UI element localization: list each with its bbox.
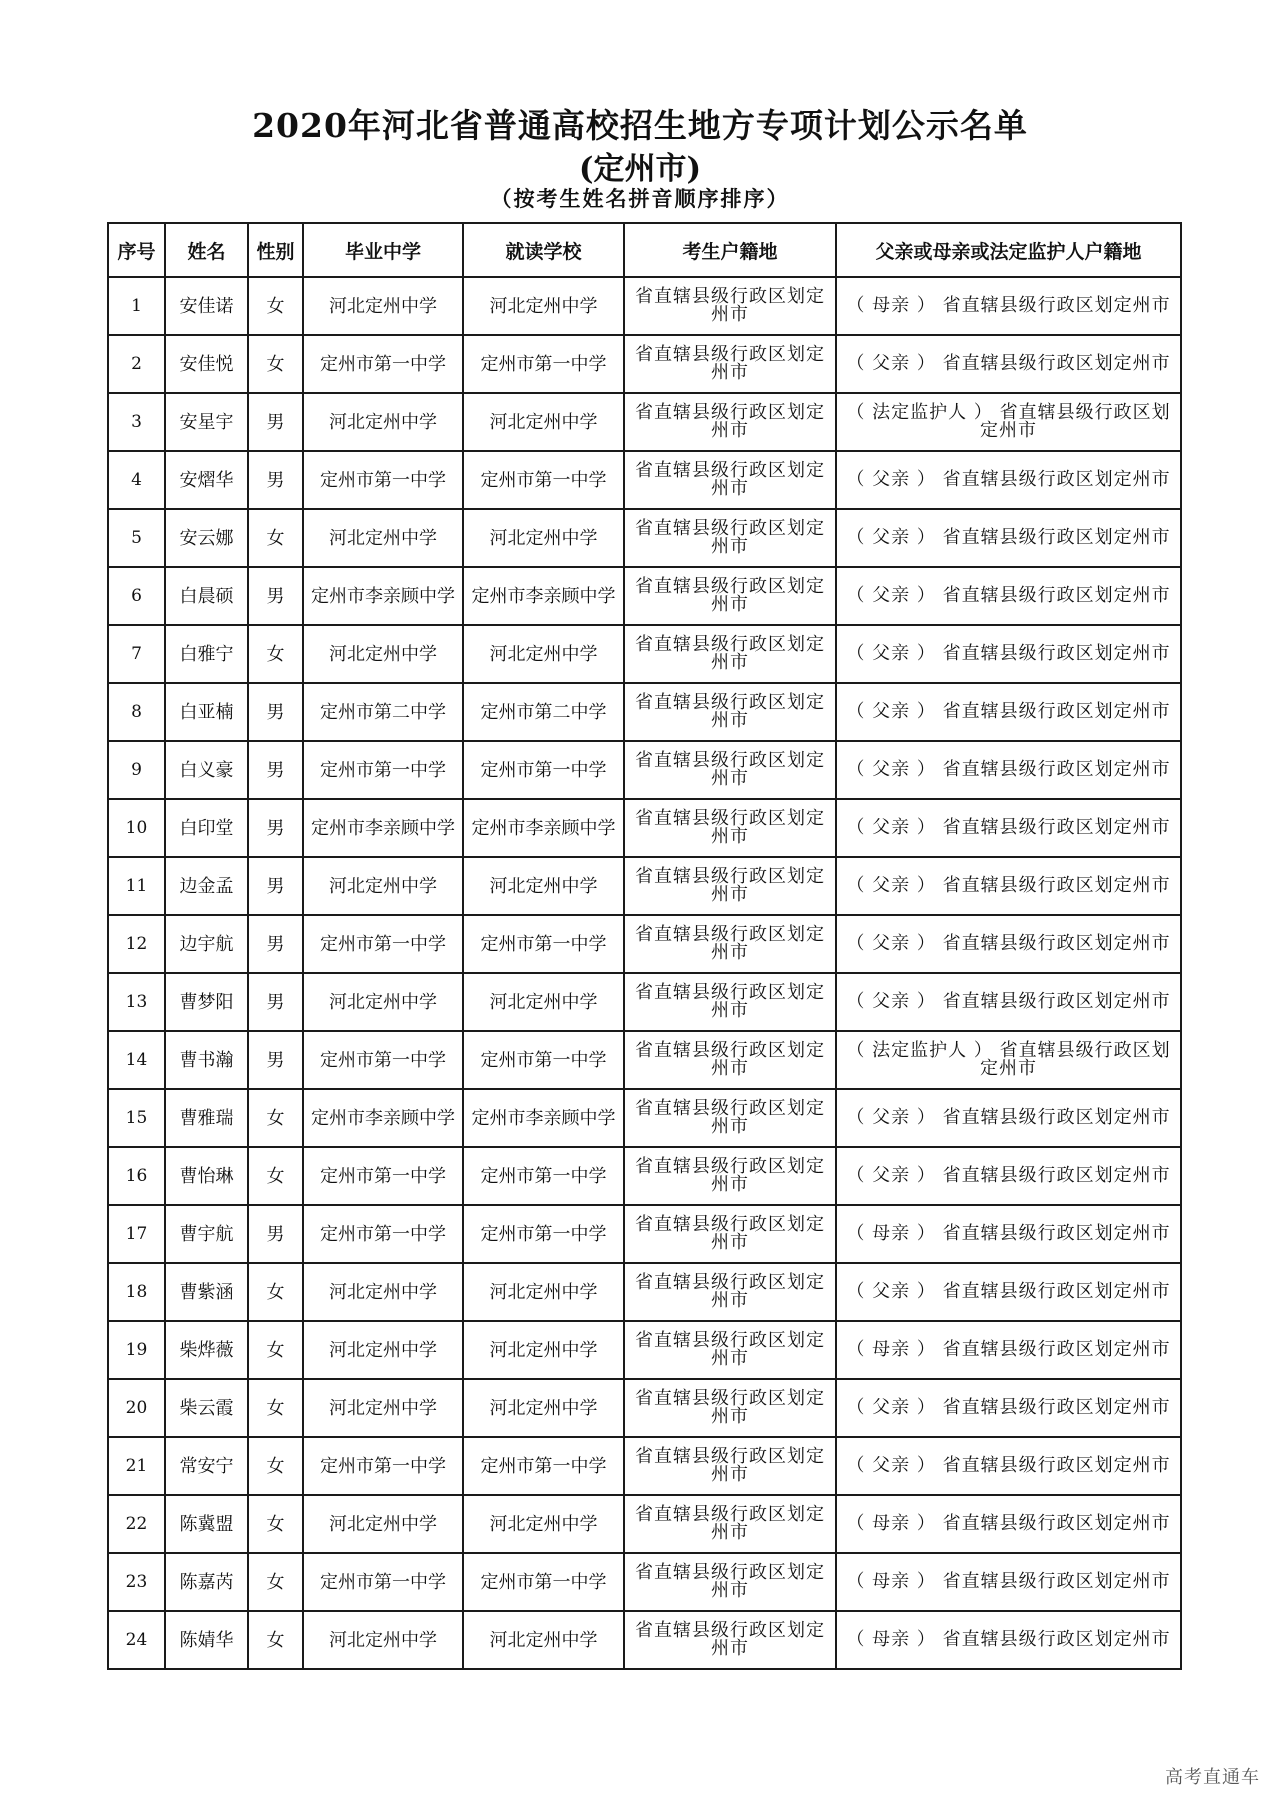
table-row [108,335,1181,393]
cell-current-school: 河北定州中学 [463,393,624,451]
cell-gender: 女 [248,1553,303,1611]
cell-parent-residence: （ 父亲 ） 省直辖县级行政区划定州市 [836,915,1181,973]
cell-current-school: 河北定州中学 [463,277,624,335]
cell-index: 2 [108,335,165,393]
cell-name: 曹紫涵 [165,1263,248,1321]
cell-graduation-school: 河北定州中学 [303,1263,463,1321]
cell-parent-residence: （ 父亲 ） 省直辖县级行政区划定州市 [836,973,1181,1031]
table-row [108,1205,1181,1263]
table-row [108,1611,1181,1669]
cell-gender: 女 [248,1263,303,1321]
page-title: 2020年河北省普通高校招生地方专项计划公示名单 [252,106,1028,145]
cell-student-residence: 省直辖县级行政区划定州市 [624,1321,836,1379]
cell-current-school: 河北定州中学 [463,857,624,915]
cell-gender: 女 [248,335,303,393]
cell-name: 边金孟 [165,857,248,915]
table-row [108,857,1181,915]
cell-index: 16 [108,1147,165,1205]
table-row [108,1031,1181,1089]
cell-gender: 男 [248,973,303,1031]
cell-current-school: 定州市李亲顾中学 [463,567,624,625]
cell-name: 曹怡琳 [165,1147,248,1205]
table-row [108,973,1181,1031]
cell-student-residence: 省直辖县级行政区划定州市 [624,1089,836,1147]
cell-graduation-school: 河北定州中学 [303,1321,463,1379]
cell-name: 曹雅瑞 [165,1089,248,1147]
cell-student-residence: 省直辖县级行政区划定州市 [624,1611,836,1669]
table-row [108,1321,1181,1379]
cell-graduation-school: 定州市第一中学 [303,915,463,973]
cell-graduation-school: 定州市第一中学 [303,1437,463,1495]
table-body [108,277,1181,1669]
header-parent-residence: 父亲或母亲或法定监护人户籍地 [836,223,1181,277]
cell-graduation-school: 定州市李亲顾中学 [303,567,463,625]
cell-parent-residence: （ 父亲 ） 省直辖县级行政区划定州市 [836,1147,1181,1205]
sort-note: （按考生姓名拼音顺序排序） [490,186,790,211]
cell-graduation-school: 河北定州中学 [303,625,463,683]
cell-current-school: 河北定州中学 [463,1495,624,1553]
cell-student-residence: 省直辖县级行政区划定州市 [624,915,836,973]
cell-index: 12 [108,915,165,973]
cell-index: 20 [108,1379,165,1437]
cell-student-residence: 省直辖县级行政区划定州市 [624,1263,836,1321]
cell-parent-residence: （ 父亲 ） 省直辖县级行政区划定州市 [836,1089,1181,1147]
cell-gender: 女 [248,1089,303,1147]
cell-index: 9 [108,741,165,799]
header-index: 序号 [108,223,165,277]
cell-gender: 女 [248,625,303,683]
cell-gender: 女 [248,1147,303,1205]
cell-gender: 男 [248,1205,303,1263]
header-gender: 性别 [248,223,303,277]
header-current-school: 就读学校 [463,223,624,277]
cell-parent-residence: （ 母亲 ） 省直辖县级行政区划定州市 [836,1321,1181,1379]
cell-name: 陈冀盟 [165,1495,248,1553]
cell-index: 1 [108,277,165,335]
watermark: 高考直通车 [1165,1767,1260,1788]
cell-student-residence: 省直辖县级行政区划定州市 [624,1553,836,1611]
cell-index: 19 [108,1321,165,1379]
cell-index: 17 [108,1205,165,1263]
cell-name: 曹梦阳 [165,973,248,1031]
cell-parent-residence: （ 父亲 ） 省直辖县级行政区划定州市 [836,857,1181,915]
cell-gender: 男 [248,451,303,509]
cell-graduation-school: 河北定州中学 [303,857,463,915]
table-row [108,625,1181,683]
table-row [108,393,1181,451]
table-row [108,1379,1181,1437]
cell-student-residence: 省直辖县级行政区划定州市 [624,393,836,451]
cell-student-residence: 省直辖县级行政区划定州市 [624,741,836,799]
cell-gender: 女 [248,1321,303,1379]
cell-student-residence: 省直辖县级行政区划定州市 [624,857,836,915]
cell-parent-residence: （ 父亲 ） 省直辖县级行政区划定州市 [836,451,1181,509]
cell-graduation-school: 定州市第一中学 [303,741,463,799]
cell-current-school: 河北定州中学 [463,1611,624,1669]
cell-parent-residence: （ 法定监护人 ） 省直辖县级行政区划定州市 [836,1031,1181,1089]
cell-gender: 女 [248,277,303,335]
cell-index: 10 [108,799,165,857]
cell-gender: 女 [248,1611,303,1669]
cell-name: 白晨硕 [165,567,248,625]
table-row [108,1437,1181,1495]
cell-index: 4 [108,451,165,509]
cell-parent-residence: （ 法定监护人 ） 省直辖县级行政区划定州市 [836,393,1181,451]
cell-current-school: 定州市李亲顾中学 [463,799,624,857]
cell-index: 14 [108,1031,165,1089]
table-row [108,1553,1181,1611]
cell-current-school: 定州市李亲顾中学 [463,1089,624,1147]
cell-parent-residence: （ 父亲 ） 省直辖县级行政区划定州市 [836,1263,1181,1321]
cell-parent-residence: （ 父亲 ） 省直辖县级行政区划定州市 [836,509,1181,567]
cell-parent-residence: （ 父亲 ） 省直辖县级行政区划定州市 [836,567,1181,625]
cell-gender: 女 [248,1495,303,1553]
cell-name: 常安宁 [165,1437,248,1495]
cell-name: 陈婧华 [165,1611,248,1669]
cell-gender: 男 [248,1031,303,1089]
cell-name: 曹书瀚 [165,1031,248,1089]
cell-student-residence: 省直辖县级行政区划定州市 [624,973,836,1031]
cell-graduation-school: 河北定州中学 [303,1379,463,1437]
cell-gender: 男 [248,567,303,625]
cell-current-school: 河北定州中学 [463,625,624,683]
student-list-table [107,222,1182,1670]
cell-parent-residence: （ 父亲 ） 省直辖县级行政区划定州市 [836,799,1181,857]
cell-name: 白亚楠 [165,683,248,741]
cell-parent-residence: （ 母亲 ） 省直辖县级行政区划定州市 [836,1553,1181,1611]
cell-current-school: 定州市第一中学 [463,915,624,973]
cell-name: 白雅宁 [165,625,248,683]
table-row [108,509,1181,567]
cell-name: 边宇航 [165,915,248,973]
table-row [108,799,1181,857]
cell-current-school: 定州市第一中学 [463,1553,624,1611]
cell-graduation-school: 定州市李亲顾中学 [303,1089,463,1147]
cell-graduation-school: 河北定州中学 [303,1611,463,1669]
cell-index: 23 [108,1553,165,1611]
cell-student-residence: 省直辖县级行政区划定州市 [624,335,836,393]
cell-index: 7 [108,625,165,683]
cell-graduation-school: 定州市第一中学 [303,1031,463,1089]
cell-student-residence: 省直辖县级行政区划定州市 [624,799,836,857]
cell-index: 18 [108,1263,165,1321]
cell-index: 24 [108,1611,165,1669]
cell-index: 5 [108,509,165,567]
cell-student-residence: 省直辖县级行政区划定州市 [624,625,836,683]
cell-graduation-school: 定州市李亲顾中学 [303,799,463,857]
cell-name: 柴云霞 [165,1379,248,1437]
cell-current-school: 河北定州中学 [463,973,624,1031]
cell-index: 11 [108,857,165,915]
cell-student-residence: 省直辖县级行政区划定州市 [624,1495,836,1553]
page-subtitle: (定州市) [578,151,702,187]
table-row [108,741,1181,799]
cell-parent-residence: （ 父亲 ） 省直辖县级行政区划定州市 [836,1379,1181,1437]
cell-index: 21 [108,1437,165,1495]
cell-gender: 男 [248,683,303,741]
header-graduation-school: 毕业中学 [303,223,463,277]
cell-parent-residence: （ 母亲 ） 省直辖县级行政区划定州市 [836,1611,1181,1669]
cell-current-school: 定州市第一中学 [463,1437,624,1495]
cell-parent-residence: （ 父亲 ） 省直辖县级行政区划定州市 [836,1437,1181,1495]
cell-current-school: 河北定州中学 [463,509,624,567]
table-row [108,451,1181,509]
cell-parent-residence: （ 父亲 ） 省直辖县级行政区划定州市 [836,625,1181,683]
cell-gender: 女 [248,1437,303,1495]
table-row [108,277,1181,335]
cell-student-residence: 省直辖县级行政区划定州市 [624,567,836,625]
cell-name: 白印堂 [165,799,248,857]
cell-name: 安熠华 [165,451,248,509]
cell-student-residence: 省直辖县级行政区划定州市 [624,1205,836,1263]
table-row [108,915,1181,973]
cell-graduation-school: 河北定州中学 [303,393,463,451]
cell-student-residence: 省直辖县级行政区划定州市 [624,1031,836,1089]
cell-current-school: 定州市第一中学 [463,1205,624,1263]
cell-student-residence: 省直辖县级行政区划定州市 [624,1147,836,1205]
cell-current-school: 定州市第一中学 [463,451,624,509]
cell-gender: 女 [248,1379,303,1437]
cell-index: 22 [108,1495,165,1553]
cell-current-school: 定州市第一中学 [463,741,624,799]
cell-student-residence: 省直辖县级行政区划定州市 [624,277,836,335]
cell-current-school: 定州市第一中学 [463,1031,624,1089]
table-row [108,1089,1181,1147]
cell-graduation-school: 定州市第一中学 [303,1147,463,1205]
cell-gender: 女 [248,509,303,567]
cell-graduation-school: 河北定州中学 [303,277,463,335]
cell-name: 陈嘉芮 [165,1553,248,1611]
cell-current-school: 河北定州中学 [463,1263,624,1321]
table-row [108,567,1181,625]
cell-name: 安云娜 [165,509,248,567]
cell-graduation-school: 定州市第一中学 [303,335,463,393]
cell-student-residence: 省直辖县级行政区划定州市 [624,683,836,741]
table-row [108,683,1181,741]
table-row [108,1147,1181,1205]
cell-student-residence: 省直辖县级行政区划定州市 [624,1437,836,1495]
cell-current-school: 定州市第一中学 [463,1147,624,1205]
cell-name: 安佳诺 [165,277,248,335]
cell-current-school: 河北定州中学 [463,1379,624,1437]
cell-index: 8 [108,683,165,741]
cell-gender: 男 [248,393,303,451]
cell-current-school: 定州市第一中学 [463,335,624,393]
cell-index: 6 [108,567,165,625]
cell-graduation-school: 定州市第一中学 [303,451,463,509]
header-student-residence: 考生户籍地 [624,223,836,277]
cell-student-residence: 省直辖县级行政区划定州市 [624,1379,836,1437]
cell-parent-residence: （ 父亲 ） 省直辖县级行政区划定州市 [836,335,1181,393]
cell-student-residence: 省直辖县级行政区划定州市 [624,451,836,509]
header-name: 姓名 [165,223,248,277]
cell-name: 柴烨薇 [165,1321,248,1379]
table-row [108,1495,1181,1553]
cell-graduation-school: 定州市第二中学 [303,683,463,741]
cell-current-school: 定州市第二中学 [463,683,624,741]
cell-name: 曹宇航 [165,1205,248,1263]
cell-gender: 男 [248,799,303,857]
cell-index: 15 [108,1089,165,1147]
cell-gender: 男 [248,915,303,973]
cell-graduation-school: 定州市第一中学 [303,1553,463,1611]
cell-current-school: 河北定州中学 [463,1321,624,1379]
cell-name: 安星宇 [165,393,248,451]
cell-parent-residence: （ 母亲 ） 省直辖县级行政区划定州市 [836,277,1181,335]
cell-graduation-school: 河北定州中学 [303,973,463,1031]
cell-gender: 男 [248,857,303,915]
cell-index: 13 [108,973,165,1031]
cell-graduation-school: 定州市第一中学 [303,1205,463,1263]
table-row [108,1263,1181,1321]
cell-parent-residence: （ 母亲 ） 省直辖县级行政区划定州市 [836,1205,1181,1263]
cell-graduation-school: 河北定州中学 [303,509,463,567]
cell-parent-residence: （ 父亲 ） 省直辖县级行政区划定州市 [836,683,1181,741]
cell-parent-residence: （ 母亲 ） 省直辖县级行政区划定州市 [836,1495,1181,1553]
table-header-row [108,223,1181,277]
cell-name: 安佳悦 [165,335,248,393]
cell-index: 3 [108,393,165,451]
cell-student-residence: 省直辖县级行政区划定州市 [624,509,836,567]
cell-gender: 男 [248,741,303,799]
cell-graduation-school: 河北定州中学 [303,1495,463,1553]
cell-parent-residence: （ 父亲 ） 省直辖县级行政区划定州市 [836,741,1181,799]
cell-name: 白义豪 [165,741,248,799]
